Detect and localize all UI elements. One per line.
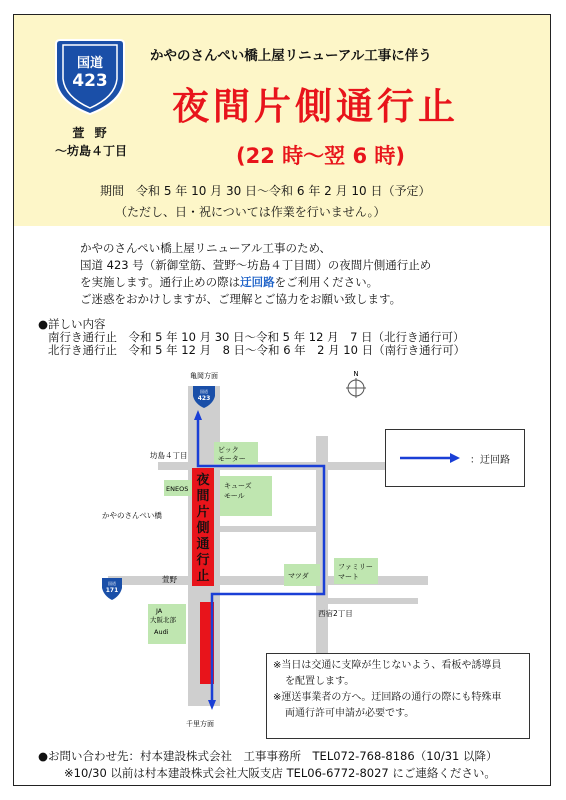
intro-line-3-post: をご利用ください。 <box>274 275 379 289</box>
note-line-4: 両通行許可申請が必要です。 <box>285 708 415 719</box>
location-line-2: ～坊島４丁目 <box>54 144 127 158</box>
contact-line-2: ※10/30 以前は村本建設株式会社大阪支店 TEL06-6772-8027 にご連絡ください。 <box>64 766 496 780</box>
note-line-2: を配置します。 <box>285 676 355 687</box>
holiday-note: （ただし、日・祝については作業を行いません。） <box>115 205 386 219</box>
north-compass-icon <box>346 370 366 398</box>
svg-text:171: 171 <box>105 587 119 594</box>
intro-line-3 <box>80 274 431 291</box>
intro-text <box>80 240 431 308</box>
closure-char-6: 止 <box>196 569 210 584</box>
label-family-2: マート <box>338 573 359 581</box>
notice-subtitle: かやのさんぺい橋上屋リニューアル工事に伴う <box>150 48 432 64</box>
route-423-shield-icon <box>54 36 126 116</box>
road-kayano-horizontal <box>108 576 428 585</box>
intro-line-4: ご迷惑をおかけしますが、ご理解とご協力をお願い致します。 <box>80 292 402 306</box>
map-legend <box>385 429 525 487</box>
label-nishiyado: 西宿2丁目 <box>318 609 353 618</box>
map-shield-171-icon <box>102 578 122 600</box>
label-ja-2: 大阪北部 <box>150 616 176 624</box>
label-family-1: ファミリー <box>338 563 373 571</box>
closure-char-0: 夜 <box>196 473 210 488</box>
closure-char-1: 間 <box>196 489 210 504</box>
north-direction-label: 亀岡方面 <box>190 372 218 380</box>
shield-line-2: 423 <box>72 71 108 91</box>
svg-text:423: 423 <box>197 395 211 402</box>
label-bic-1: ビック <box>218 446 239 454</box>
label-kyuzu-1: キューズ <box>224 482 252 490</box>
label-bic-2: モーター <box>218 455 246 463</box>
svg-text:N: N <box>353 370 359 378</box>
details-section <box>38 318 465 357</box>
location-line-1: 萱 野 <box>72 126 110 140</box>
label-ja-1: JA <box>156 607 163 615</box>
shield-line-1: 国道 <box>76 56 103 71</box>
details-row-southbound: 南行き通行止 令和 5 年 10 月 30 日～令和 5 年 12 月 7 日（北行き通行可） <box>48 330 465 344</box>
closure-char-4: 通 <box>196 537 210 552</box>
road-lower-east <box>328 598 418 604</box>
detour-emphasis: 迂回路 <box>240 275 275 289</box>
closure-char-2: 片 <box>196 505 210 520</box>
label-boujima: 坊島４丁目 <box>150 451 188 460</box>
notice-title: 夜間片側通行止 <box>172 85 459 128</box>
road-east-vertical <box>316 436 328 676</box>
south-direction-label: 千里方面 <box>186 720 214 728</box>
poi-ja <box>148 604 186 644</box>
detour-legend-arrow-icon <box>398 452 462 464</box>
road-middle-horizontal <box>220 526 316 532</box>
closure-period: 期間 令和 5 年 10 月 30 日～令和 6 年 2 月 10 日（予定） <box>100 184 431 198</box>
label-kyuzu-2: モール <box>224 492 245 500</box>
note-line-3: ※運送事業者の方へ。迂回路の通行の際にも特殊車 <box>273 692 502 703</box>
notes-box <box>266 653 530 739</box>
svg-text:国道: 国道 <box>108 581 116 586</box>
closure-hours: (22 時～翌 6 時) <box>236 144 405 168</box>
label-kayano: 萱野 <box>162 575 177 584</box>
label-audi: Audi <box>154 628 169 636</box>
label-mazda: マツダ <box>288 572 309 580</box>
details-heading: ●詳しい内容 <box>38 317 106 331</box>
details-row-northbound: 北行き通行止 令和 5 年 12 月 8 日～令和 6 年 2 月 10 日（南行き通行可） <box>48 343 466 357</box>
closure-char-3: 側 <box>196 521 210 536</box>
note-line-1: ※当日は交通に支障が生じないよう、看板や誘導員 <box>273 660 502 671</box>
label-eneos: ENEOS <box>166 485 189 493</box>
closure-char-5: 行 <box>196 553 210 568</box>
intro-line-2: 国道 423 号（新御堂筋、萱野～坊島４丁目間）の夜間片側通行止め <box>80 258 432 272</box>
intro-line-1: かやのさんぺい橋上屋リニューアル工事のため、 <box>80 241 332 255</box>
svg-text:国道: 国道 <box>200 389 208 394</box>
intro-line-3-pre: を実施します。通行止めの際は <box>80 275 241 289</box>
contact-line-1: ●お問い合わせ先：村本建設株式会社 工事事務所 TEL072-768-8186（10/31 以降） <box>38 749 498 763</box>
label-kayanosanpei: かやのさんぺい橋 <box>102 511 162 520</box>
legend-label: ：迂回路 <box>470 455 510 466</box>
